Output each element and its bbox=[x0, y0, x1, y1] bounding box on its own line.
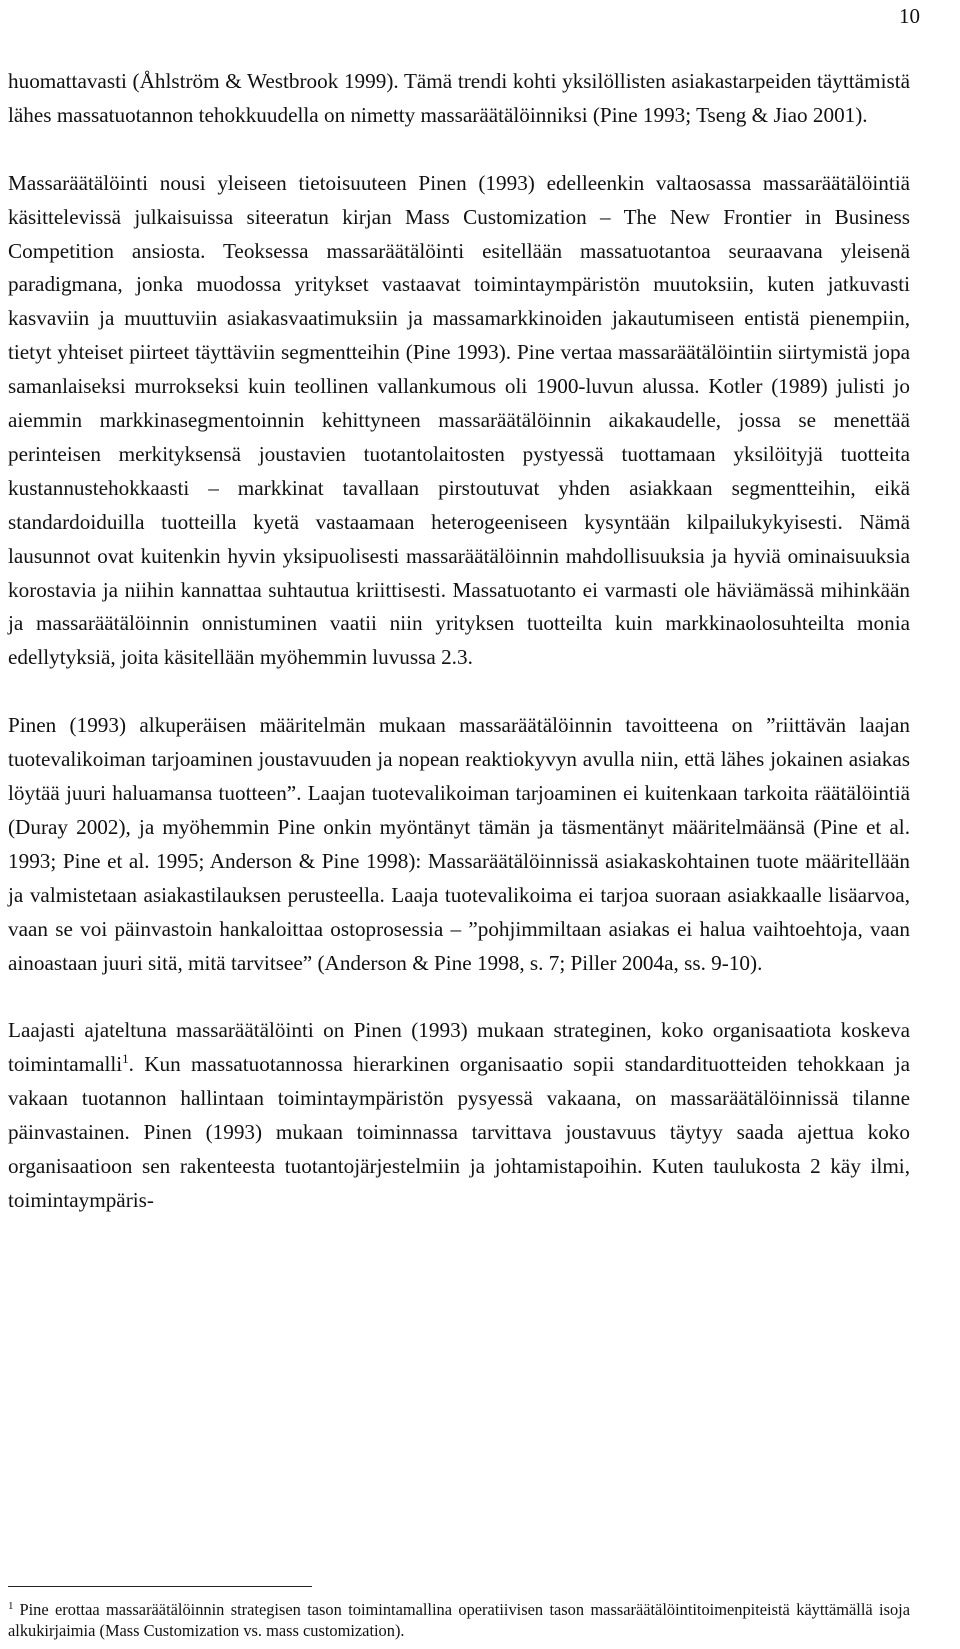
page-body bbox=[8, 65, 910, 1252]
paragraph-4-text-before: Laajasti ajateltuna massaräätälöinti on Pinen (1993) mukaan strateginen, koko organisaatiota koskeva toimintamalli bbox=[8, 1018, 910, 1077]
footnote bbox=[8, 1599, 910, 1641]
paragraph-4 bbox=[8, 1014, 910, 1217]
paragraph-2: Massaräätälöinti nousi yleiseen tietoisuuteen Pinen (1993) edelleenkin valtaosassa massaräätälöintiä käsittelevissä julkaisuissa siteeratun kirjan Mass Customization – The New Frontier in Business Competition ansiosta. Teoksessa massaräätälöinti esitellään massatuotantoa seuraavana yleisenä paradigmana, jonka muodossa yritykset vastaavat toimintaympäristön muutoksiin, kuten jatkuvasti kasvaviin ja muuttuviin asiakasvaatimuksiin ja massamarkkinoiden jakautumiseen entistä pienempiin, tietyt yhteiset piirteet täyttäviin segmentteihin (Pine 1993). Pine vertaa massaräätälöintiin siirtymistä jopa samanlaiseksi murrokseksi kuin teollinen vallankumous oli 1900-luvun alussa. Kotler (1989) julisti jo aiemmin markkinasegmentoinnin kehittyneen massaräätälöinnin aikakaudelle, jossa se menettää perinteisen merkityksensä joustavien tuotantolaitosten pystyessä tuottamaan yksilöityjä tuotteita kustannustehokkaasti – markkinat tavallaan pirstoutuvat yhden asiakkaan segmentteihin, eikä standardoiduilla tuotteilla kyetä vastaamaan heterogeeniseen kysyntään kilpailukykyisesti. Nämä lausunnot ovat kuitenkin hyvin yksipuolisesti massaräätälöinnin mahdollisuuksia ja hyviä ominaisuuksia korostavia ja niihin kannattaa suhtautua kriittisesti. Massatuotanto ei varmasti ole häviämässä mihinkään ja massaräätälöinnin onnistuminen vaatii niin yrityksen tuotteilta kuin markkinaolosuhteilta monia edellytyksiä, joita käsitellään myöhemmin luvussa 2.3. bbox=[8, 170, 910, 670]
page-number: 10 bbox=[899, 4, 920, 28]
footnote-divider bbox=[8, 1586, 312, 1587]
paragraph-3: Pinen (1993) alkuperäisen määritelmän mukaan massaräätälöinnin tavoitteena on ”riittävän laajan tuotevalikoiman tarjoaminen joustavuuden ja nopean reaktiokyvyn avulla niin, että lähes jokainen asiakas löytää juuri haluamansa tuotteen”. Laajan tuotevalikoiman tarjoaminen ei kuitenkaan tarkoita räätälöintiä (Duray 2002), ja myöhemmin Pine onkin myöntänyt tämän ja täsmentänyt määritelmäänsä (Pine et al. 1993; Pine et al. 1995; Anderson & Pine 1998): Massaräätälöinnissä asiakaskohtainen tuote määritellään ja valmistetaan asiakastilauksen perusteella. Laaja tuotevalikoima ei tarjoa suoraan asiakkaalle lisäarvoa, vaan se voi päinvastoin hankaloittaa ostoprosessia – ”pohjimmiltaan asiakas ei halua vaihtoehtoja, vaan ainoastaan juuri sitä, mitä tarvitsee” (Anderson & Pine 1998, s. 7; Piller 2004a, ss. 9-10). bbox=[8, 713, 910, 975]
paragraph-4-text-after: . Kun massatuotannossa hierarkinen organisaatio sopii standardituotteiden tehokkaan ja vakaan tuotannon hallintaan toimintaympäristön pysyessä vakaana, on massaräätälöinnissä tilanne päinvastainen. Pinen (1993) mukaan toiminnassa tarvittava joustavuus täytyy saada ajettua koko organisaatioon sen rakenteesta tuotantojärjestelmiin ja johtamistapoihin. Kuten taulukosta 2 käy ilmi, toimintaympäris- bbox=[8, 1052, 910, 1212]
footnote-marker: 1 bbox=[8, 1599, 14, 1612]
footnote-reference[interactable]: 1 bbox=[122, 1051, 129, 1067]
footnote-text: Pine erottaa massaräätälöinnin strategisen tason toimintamallina operatiivisen tason massaräätälöintitoimenpiteistä käyttämällä isoja alkukirjaimia (Mass Customization vs. mass customization). bbox=[8, 1600, 910, 1640]
paragraph-1: huomattavasti (Åhlström & Westbrook 1999). Tämä trendi kohti yksilöllisten asiakastarpeiden täyttämistä lähes massatuotannon tehokkuudella on nimetty massaräätälöinniksi (Pine 1993; Tseng & Jiao 2001). bbox=[8, 69, 910, 127]
